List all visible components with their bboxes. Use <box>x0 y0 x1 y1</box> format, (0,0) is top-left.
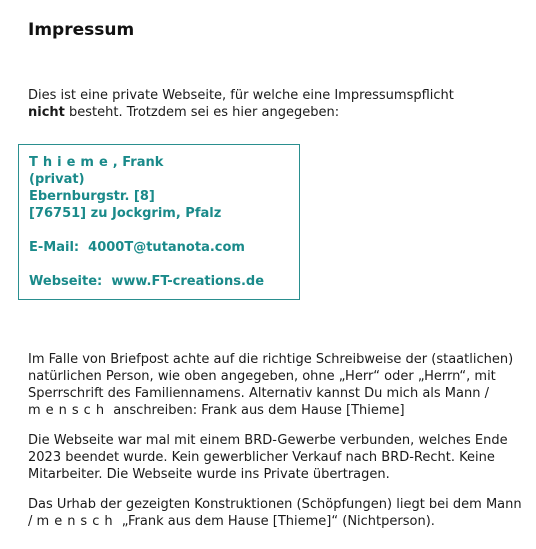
intro-part-1: Dies ist eine private Webseite, für welche eine Impressumspflicht <box>28 88 454 103</box>
website-link[interactable]: www.FT-creations.de <box>111 274 265 289</box>
intro-part-2: besteht. Trotzdem sei es hier angegeben: <box>64 105 340 120</box>
contact-website-line <box>29 273 299 290</box>
contact-firstname: , Frank <box>112 155 164 170</box>
email-address[interactable]: 4000T@tutanota.com <box>88 240 245 255</box>
contact-name <box>29 154 299 171</box>
post-text-1: Im Falle von Briefpost achte auf die richtige Schreibweise der (staatlichen) natürlichen Person, wie oben angegeben, ohne „Herr“ oder „Herrn“, mit Sperrschrift des Familiennamens. Alternativ kannst Du mich als Mann / <box>28 352 514 401</box>
copyright-text-1: Das Urhab der gezeigten Konstruktionen (Schöpfungen) liegt bei dem Mann / <box>28 497 522 529</box>
contact-street: Ebernburgstr. [8] <box>29 189 155 204</box>
intro-text <box>28 87 508 121</box>
intro-bold-word: nicht <box>28 105 65 120</box>
website-label: Webseite: <box>29 274 103 289</box>
page-title: Impressum <box>28 20 135 40</box>
contact-spacer <box>29 222 299 239</box>
copyright-mensch: mensch <box>36 514 118 529</box>
email-label: E-Mail: <box>29 240 80 255</box>
contact-email-line <box>29 239 299 256</box>
post-mensch: mensch <box>28 403 110 418</box>
contact-box <box>18 144 300 300</box>
contact-private: (privat) <box>29 172 85 187</box>
contact-surname: Thieme <box>29 155 113 170</box>
business-paragraph: Die Webseite war mal mit einem BRD-Gewerbe verbunden, welches Ende 2023 beendet wurde. Kein gewerblicher Verkauf nach BRD-Recht. Keine Mitarbeiter. Die Webseite wurde ins Private übertragen. <box>28 433 508 482</box>
post-paragraph <box>28 351 528 419</box>
copyright-paragraph <box>28 496 528 530</box>
contact-spacer <box>29 256 299 273</box>
copyright-text-2: „Frank aus dem Hause [Thieme]“ (Nichtperson). <box>117 514 435 529</box>
post-text-2: anschreiben: Frank aus dem Hause [Thieme] <box>109 403 405 418</box>
contact-city: [76751] zu Jockgrim, Pfalz <box>29 206 222 221</box>
